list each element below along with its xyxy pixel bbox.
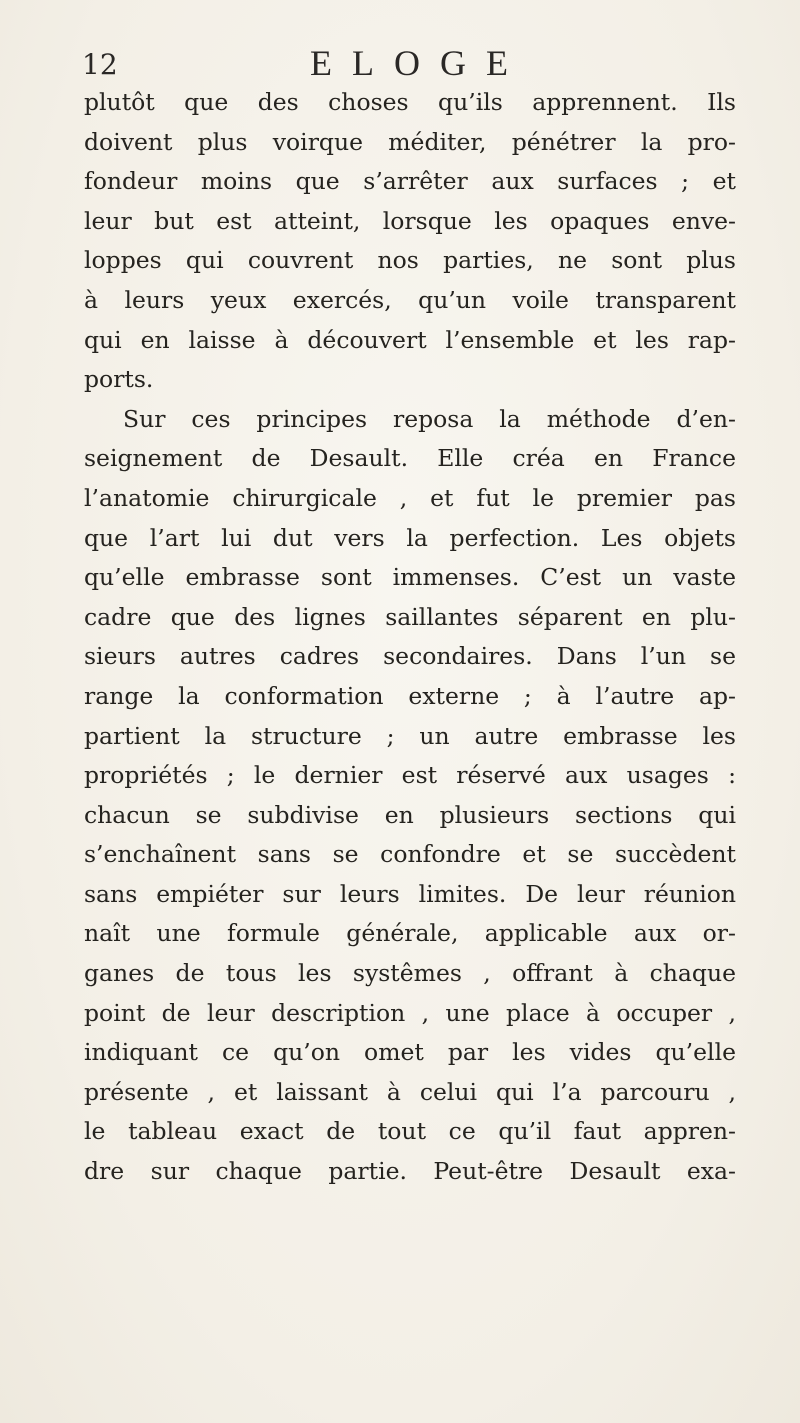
text-line: doivent plus voirque méditer, pénétrer la pro- xyxy=(84,127,736,156)
text-line: seignement de Desault. Elle créa en France xyxy=(84,444,736,473)
text-line: fondeur moins que s’arrêter aux surfaces ; et xyxy=(84,167,736,196)
text-line: sieurs autres cadres secondaires. Dans l’un se xyxy=(84,642,736,671)
paragraph-desault-method xyxy=(84,400,736,1192)
text-line: qui en laisse à découvert l’ensemble et les rap- xyxy=(84,325,736,354)
text-line: le tableau exact de tout ce qu’il faut appren- xyxy=(84,1117,736,1146)
text-line: l’anatomie chirurgicale , et fut le premier pas xyxy=(84,483,736,512)
text-line: naît une formule générale, applicable aux or- xyxy=(84,919,736,948)
text-line: dre sur chaque partie. Peut-être Desault exa- xyxy=(84,1157,736,1186)
text-line: cadre que des lignes saillantes séparent en plu- xyxy=(84,602,736,631)
text-line: leur but est atteint, lorsque les opaques enve- xyxy=(84,206,736,235)
text-line: range la conformation externe ; à l’autre ap- xyxy=(84,681,736,710)
text-line: loppes qui couvrent nos parties, ne sont plus xyxy=(84,246,736,275)
text-line: indiquant ce qu’on omet par les vides qu’elle xyxy=(84,1038,736,1067)
text-line: s’enchaînent sans se confondre et se succèdent xyxy=(84,840,736,869)
text-line: qu’elle embrasse sont immenses. C’est un vaste xyxy=(84,563,736,592)
text-line: ganes de tous les systêmes , offrant à chaque xyxy=(84,959,736,988)
text-line: sans empiéter sur leurs limites. De leur réunion xyxy=(84,879,736,908)
running-title: ELOGE xyxy=(310,43,528,83)
text-line: Sur ces principes reposa la méthode d’en- xyxy=(123,404,736,433)
text-line: que l’art lui dut vers la perfection. Les objets xyxy=(84,523,736,552)
text-line: partient la structure ; un autre embrasse les xyxy=(84,721,736,750)
text-line: à leurs yeux exercés, qu’un voile transparent xyxy=(84,285,736,314)
text-line: plutôt que des choses qu’ils apprennent. Ils xyxy=(84,88,736,116)
text-line: ports. xyxy=(84,365,154,394)
body-text xyxy=(84,83,736,1192)
text-line: point de leur description , une place à occuper , xyxy=(84,998,736,1027)
paragraph-continued xyxy=(84,83,736,400)
text-line: présente , et laissant à celui qui l’a parcouru , xyxy=(84,1077,736,1106)
text-line: chacun se subdivise en plusieurs sections qui xyxy=(84,800,736,829)
text-line: propriétés ; le dernier est réservé aux usages : xyxy=(84,761,736,790)
page-number: 12 xyxy=(82,48,118,81)
